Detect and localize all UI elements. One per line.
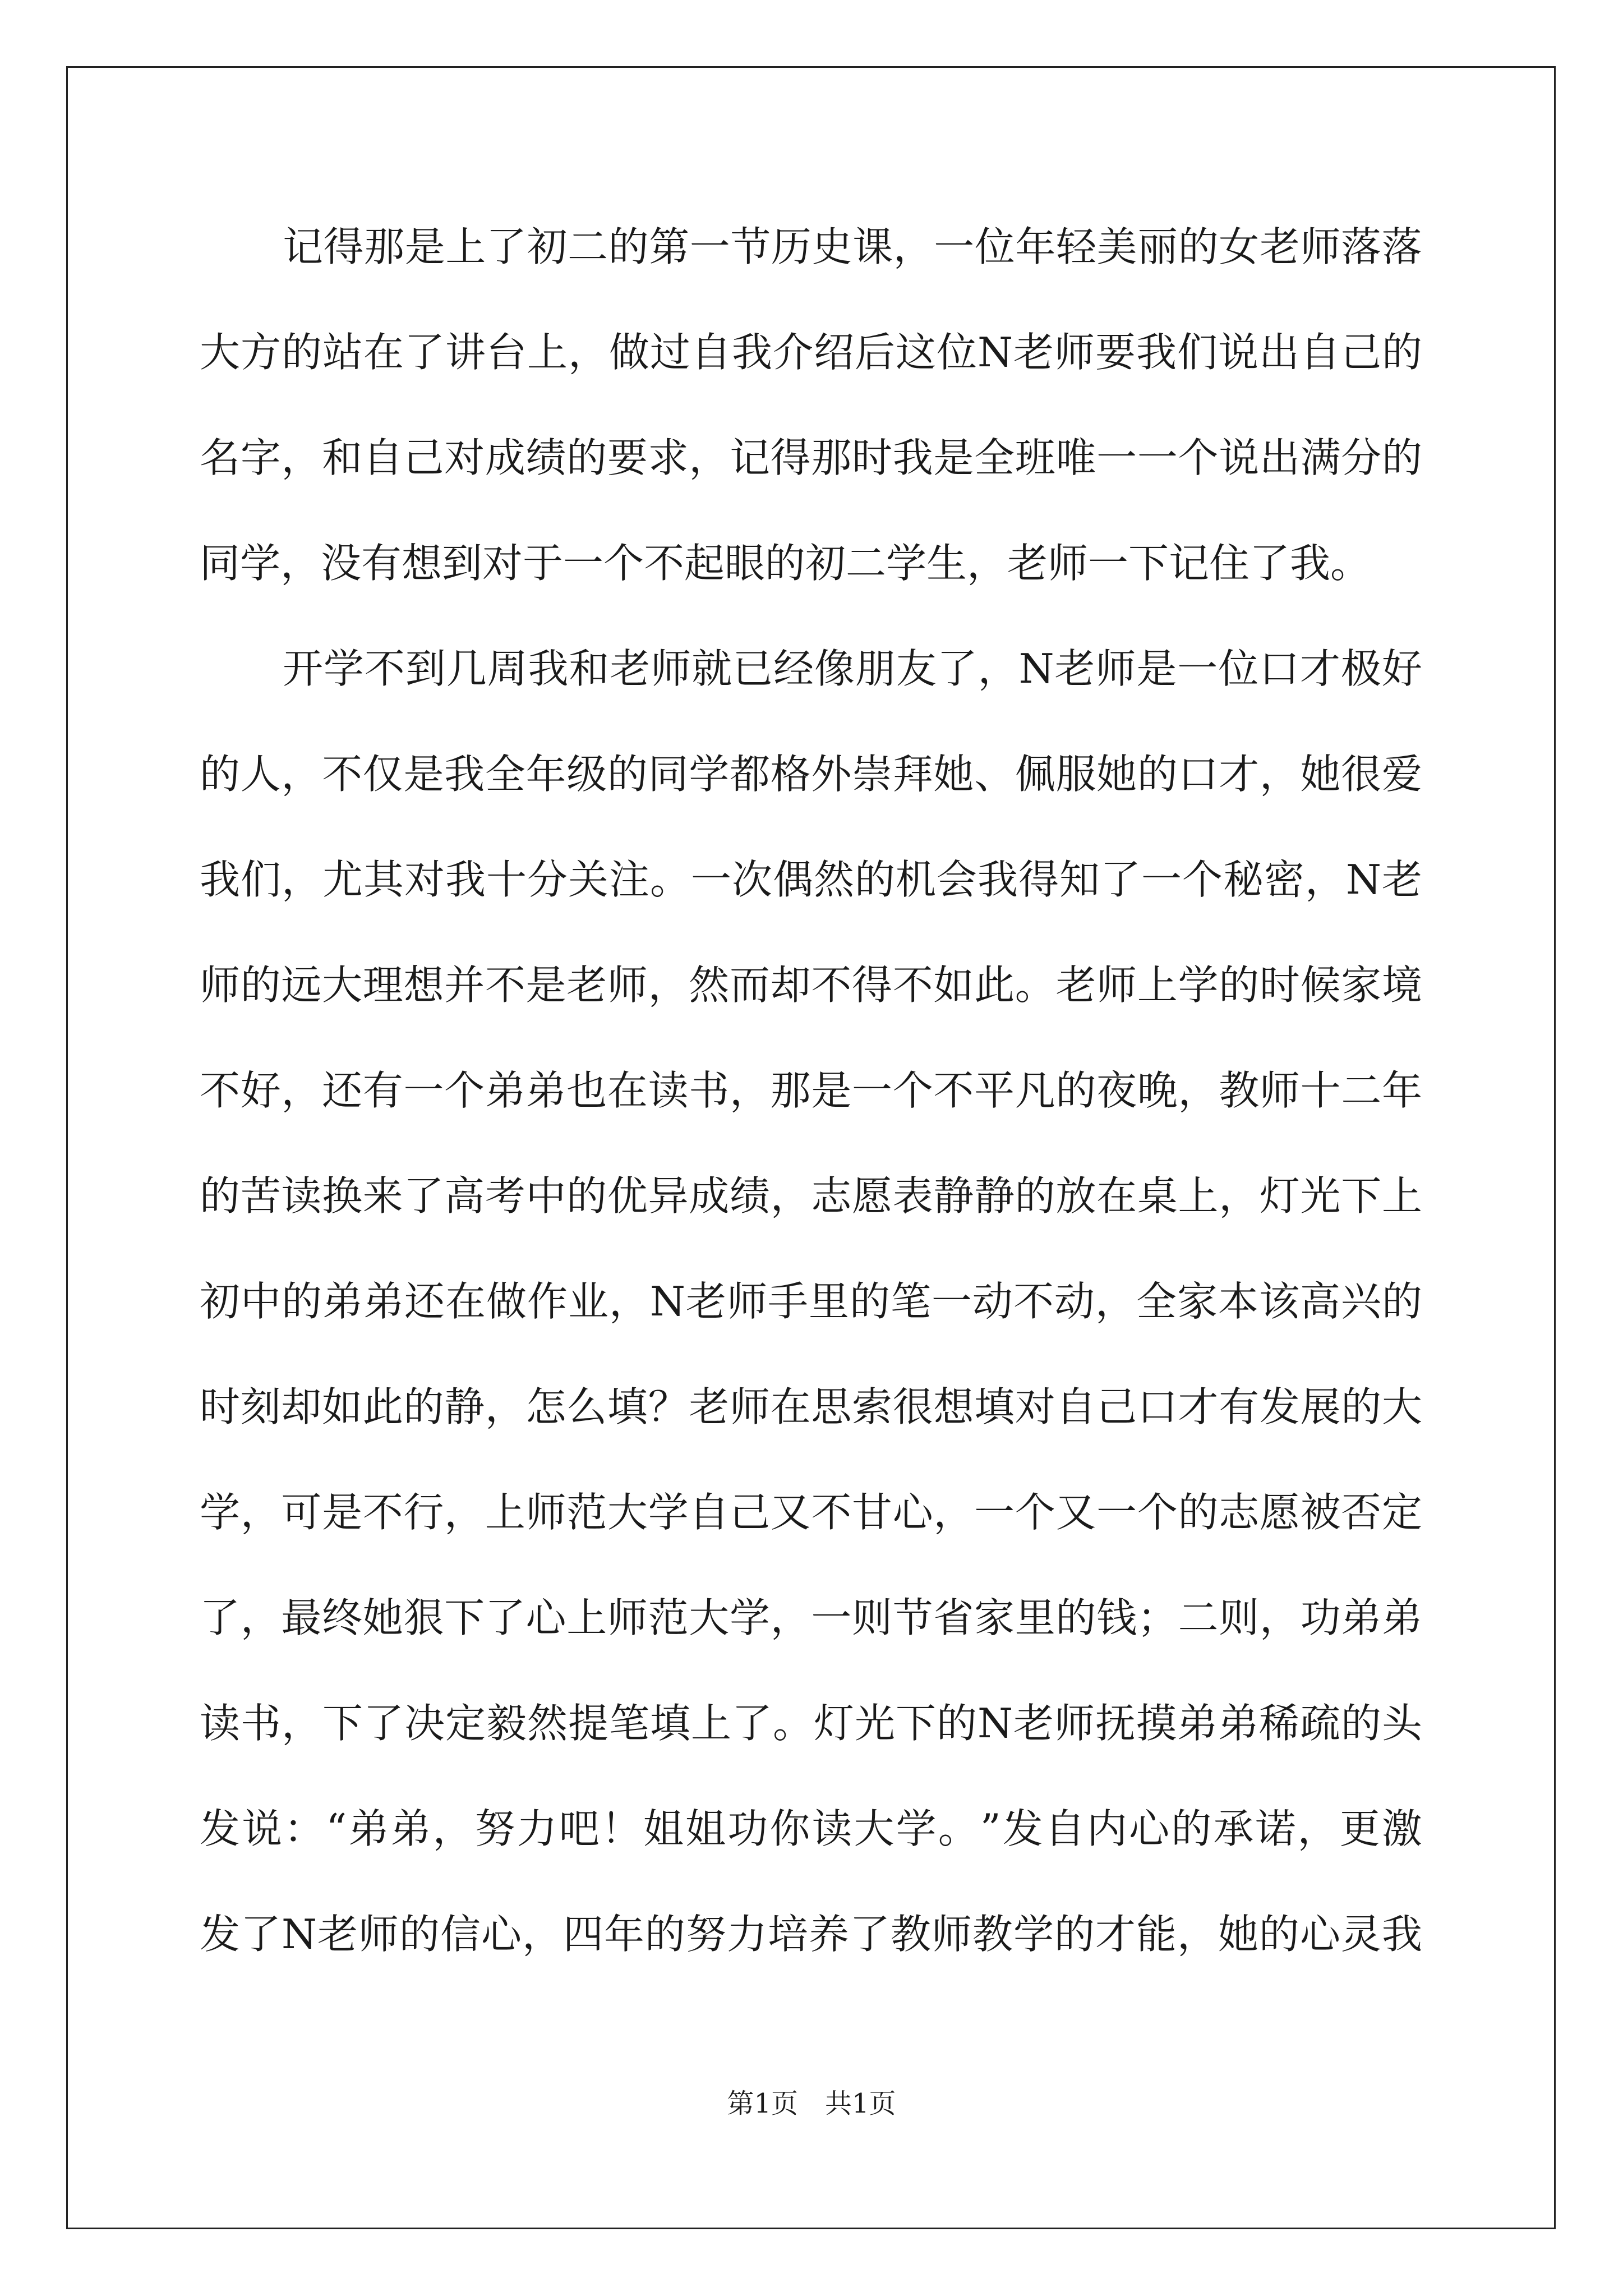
document-body	[200, 218, 1422, 2010]
paragraph-2-line-5: 不 好 ， 还 有 一 个 弟 弟 也 在 读 书 ， 那 是 一 个 不 平 凡 的 夜 晚 ， 教 师 十 二 年	[200, 1067, 1422, 1114]
paragraph-1-line-2: 大 方 的 站 在 了 讲 台 上 ， 做 过 自 我 介 绍 后 这 位 N 老 师 要 我 们 说 出 自 己 的	[200, 329, 1422, 376]
paragraph-2-line-8: 时 刻 却 如 此 的 静 ， 怎 么 填 ？ 老 师 在 思 索 很 想 填 对 自 己 口 才 有 发 展 的 大	[200, 1383, 1422, 1430]
paragraph-2-line-4: 师 的 远 大 理 想 并 不 是 老 师 ， 然 而 却 不 得 不 如 此 。 老 师 上 学 的 时 候 家 境	[200, 961, 1422, 1009]
paragraph-2-line-9: 学 ， 可 是 不 行 ， 上 师 范 大 学 自 己 又 不 甘 心 ， 一 个 又 一 个 的 志 愿 被 否 定	[200, 1489, 1422, 1536]
paragraph-2-line-10: 了 ， 最 终 她 狠 下 了 心 上 师 范 大 学 ， 一 则 节 省 家 里 的 钱 ； 二 则 ， 功 弟 弟	[200, 1594, 1422, 1641]
paragraph-2-line-2: 的 人 ， 不 仅 是 我 全 年 级 的 同 学 都 格 外 崇 拜 她 、 佩 服 她 的 口 才 ， 她 很 爱	[200, 751, 1422, 798]
paragraph-2-line-13: 发 了 N 老 师 的 信 心 ， 四 年 的 努 力 培 养 了 教 师 教 学 的 才 能 ， 她 的 心 灵 我	[200, 1911, 1422, 1958]
paragraph-2-line-3: 我 们 ， 尤 其 对 我 十 分 关 注 。 一 次 偶 然 的 机 会 我 得 知 了 一 个 秘 密 ， N 老	[200, 856, 1422, 903]
paragraph-1-line-4: 同学，没有想到对于一个不起眼的初二学生，老师一下记住了我。	[200, 540, 1371, 587]
page-number: 第1页 共1页	[727, 2088, 896, 2119]
paragraph-1-line-1: 记 得 那 是 上 了 初 二 的 第 一 节 历 史 课 ， 一 位 年 轻 美 丽 的 女 老 师 落 落	[283, 223, 1422, 270]
paragraph-1-line-3: 名 字 ， 和 自 己 对 成 绩 的 要 求 ， 记 得 那 时 我 是 全 班 唯 一 一 个 说 出 满 分 的	[200, 434, 1422, 481]
paragraph-2-line-7: 初 中 的 弟 弟 还 在 做 作 业 ， N 老 师 手 里 的 笔 一 动 不 动 ， 全 家 本 该 高 兴 的	[200, 1278, 1422, 1325]
paragraph-2-line-1: 开 学 不 到 几 周 我 和 老 师 就 已 经 像 朋 友 了 ， N 老 师 是 一 位 口 才 极 好	[283, 645, 1422, 692]
paragraph-2-line-12: 发 说 ： “ 弟 弟 ， 努 力 吧 ！ 姐 姐 功 你 读 大 学 。 ” 发 自 内 心 的 承 诺 ， 更 激	[200, 1805, 1422, 1852]
paragraph-2-line-11: 读 书 ， 下 了 决 定 毅 然 提 笔 填 上 了 。 灯 光 下 的 N 老 师 抚 摸 弟 弟 稀 疏 的 头	[200, 1700, 1422, 1747]
paragraph-2-line-6: 的 苦 读 换 来 了 高 考 中 的 优 异 成 绩 ， 志 愿 表 静 静 的 放 在 桌 上 ， 灯 光 下 上	[200, 1172, 1422, 1220]
